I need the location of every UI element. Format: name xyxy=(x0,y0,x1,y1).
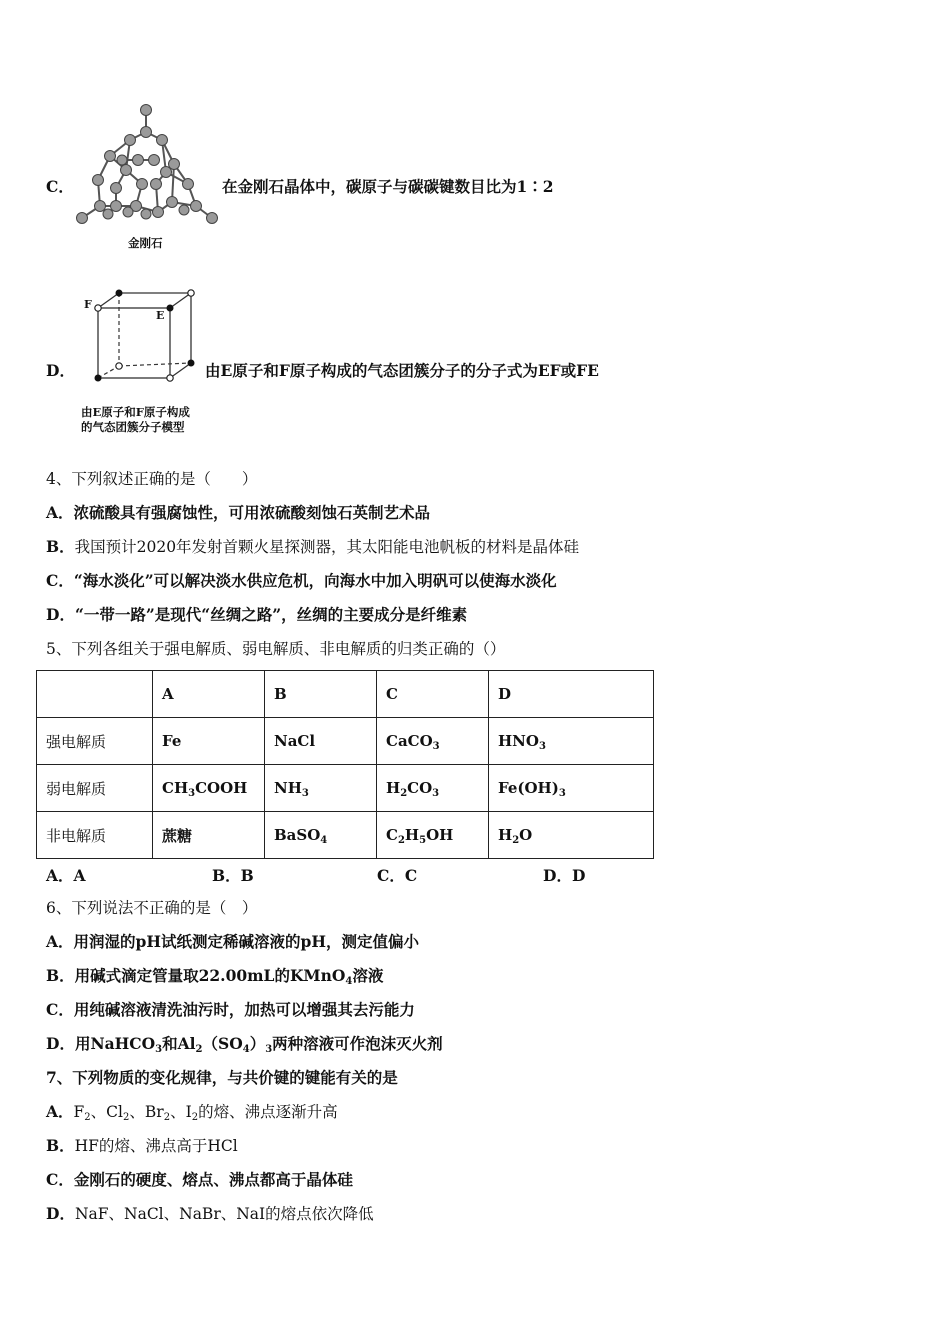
cube-caption-line1: 由E原子和F原子构成 xyxy=(81,405,190,419)
q6-option-a: A．用润湿的pH试纸测定稀碱溶液的pH，测定值偏小 xyxy=(46,932,419,951)
q5-answer-b: B．B xyxy=(212,866,254,885)
row-label: 非电解质 xyxy=(37,812,153,859)
table-header-cell xyxy=(37,671,153,718)
option-c-text: 在金刚石晶体中，碳原子与碳碳键数目比为1∶2 xyxy=(222,177,554,196)
electrolyte-table xyxy=(36,670,654,859)
cube-letter-e: E xyxy=(156,309,165,322)
table-cell: Fe xyxy=(153,718,265,765)
table-cell: $H_2CO_3$ xyxy=(377,765,489,812)
table-row xyxy=(37,765,654,812)
table-cell: $CH_3COOH$ xyxy=(153,765,265,812)
table-cell: $HNO_3$ xyxy=(489,718,654,765)
table-header-row xyxy=(37,671,654,718)
option-d-text: 由E原子和F原子构成的气态团簇分子的分子式为EF或FE xyxy=(205,361,599,380)
q6-option-c: C．用纯碱溶液清洗油污时，加热可以增强其去污能力 xyxy=(46,1000,415,1019)
q4-stem: 4、下列叙述正确的是（ ） xyxy=(46,470,258,488)
row-label: 弱电解质 xyxy=(37,765,153,812)
table-cell: $C_2H_5OH$ xyxy=(377,812,489,859)
table-row xyxy=(37,812,654,859)
q6-option-b: B．用碱式滴定管量取22.00mL的KMnO$_4$溶液 xyxy=(46,966,384,987)
q4-option-c: C．“海水淡化”可以解决淡水供应危机，向海水中加入明矾可以使海水淡化 xyxy=(46,571,557,590)
q7-option-a: A．$F_2$、$Cl_2$、$Br_2$、$I_2$的熔、沸点逐渐升高 xyxy=(46,1102,338,1123)
q5-answer-c: C．C xyxy=(377,866,418,885)
q5-stem: 5、下列各组关于强电解质、弱电解质、非电解质的归类正确的（） xyxy=(46,640,506,658)
table-row xyxy=(37,718,654,765)
q7-stem: 7、下列物质的变化规律，与共价键的键能有关的是 xyxy=(46,1068,398,1087)
table-header-cell: D xyxy=(489,671,654,718)
q4-option-a: A．浓硫酸具有强腐蚀性，可用浓硫酸刻蚀石英制艺术品 xyxy=(46,503,431,522)
table-header-cell: B xyxy=(265,671,377,718)
q5-answer-a: A．A xyxy=(46,866,86,885)
q4-option-b: B．我国预计2020年发射首颗火星探测器，其太阳能电池帆板的材料是晶体硅 xyxy=(46,537,580,556)
diamond-caption: 金刚石 xyxy=(128,236,163,250)
q7-option-d: D．NaF、NaCl、NaBr、NaI的熔点依次降低 xyxy=(46,1204,374,1223)
diamond-structure-figure xyxy=(70,98,230,228)
option-c-label: C． xyxy=(46,177,74,196)
q6-option-d: D．用NaHCO$_3$和$Al_2(SO_4)_3$两种溶液可作泡沫灭火剂 xyxy=(46,1034,443,1055)
row-label: 强电解质 xyxy=(37,718,153,765)
cluster-cube-figure xyxy=(78,284,204,388)
table-cell: 蔗糖 xyxy=(153,812,265,859)
table-cell: BaSO$_4$ xyxy=(265,812,377,859)
table-cell: NaCl xyxy=(265,718,377,765)
table-header-cell: C xyxy=(377,671,489,718)
cube-letter-f: F xyxy=(84,298,92,311)
table-cell: $Fe(OH)_3$ xyxy=(489,765,654,812)
table-cell: $NH_3$ xyxy=(265,765,377,812)
table-cell: CaCO$_3$ xyxy=(377,718,489,765)
cube-caption-line2: 的气态团簇分子模型 xyxy=(81,420,185,434)
q7-option-c: C．金刚石的硬度、熔点、沸点都高于晶体硅 xyxy=(46,1170,353,1189)
table-cell: $H_2O$ xyxy=(489,812,654,859)
q6-stem: 6、下列说法不正确的是（ ） xyxy=(46,899,258,917)
table-header-cell: A xyxy=(153,671,265,718)
q4-option-d: D．“一带一路”是现代“丝绸之路”，丝绸的主要成分是纤维素 xyxy=(46,605,468,624)
option-d-label: D． xyxy=(46,361,75,380)
q7-option-b: B．HF的熔、沸点高于HCl xyxy=(46,1136,238,1155)
q5-answer-d: D．D xyxy=(543,866,586,885)
